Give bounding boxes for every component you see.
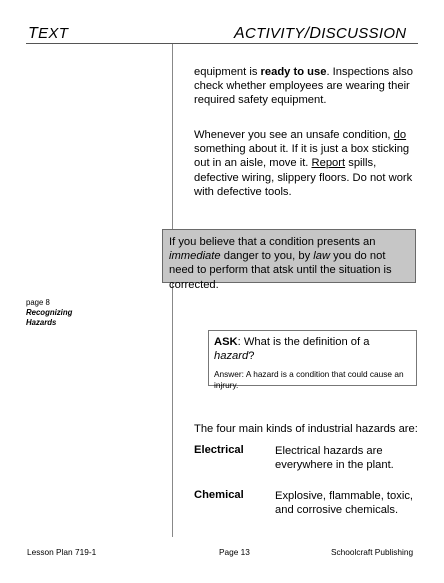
sidebar-page-reference bbox=[26, 298, 72, 327]
footer-page-number: Page 13 bbox=[219, 547, 250, 557]
sidebar-topic-line1: Recognizing bbox=[26, 307, 73, 317]
hazard-definition: Electrical hazards are everywhere in the plant. bbox=[275, 445, 394, 471]
paragraph-unsafe-condition: Whenever you see an unsafe condition, do something about it. If it is just a box sticking out in an aisle, move it. Report spills, defective wiring, slippery floors. Do not work with defective tools. bbox=[194, 129, 413, 198]
sidebar-topic-line2: Hazards bbox=[26, 317, 57, 327]
ask-box bbox=[208, 330, 417, 390]
hazard-kinds-intro: The four main kinds of industrial hazards are: bbox=[194, 423, 418, 435]
immediate-danger-callout: If you believe that a condition presents an immediate danger to you, by law you do not need to perform that atsk until the situation is corrected. bbox=[162, 229, 416, 283]
footer-publisher: Schoolcraft Publishing bbox=[331, 547, 414, 557]
ask-answer: Answer: A hazard is a condition that could cause an injrury. bbox=[214, 369, 404, 390]
footer-lesson-plan: Lesson Plan 719-1 bbox=[27, 547, 97, 557]
header-rule bbox=[26, 43, 418, 44]
ask-question: ASK: What is the definition of a hazard? bbox=[214, 336, 370, 362]
sidebar-page-number: page 8 bbox=[26, 298, 50, 307]
hazard-definition: Explosive, flammable, toxic, and corrosive chemicals. bbox=[275, 490, 414, 516]
hazard-term: Electrical bbox=[194, 444, 244, 456]
hazard-term: Chemical bbox=[194, 489, 244, 501]
header-activity-discussion-label: ACTIVITY/DISCUSSION bbox=[234, 25, 407, 42]
header-text-label: TEXT bbox=[28, 25, 69, 42]
paragraph-inspections: equipment is ready to use. Inspections also check whether employees are wearing their required safety equipment. bbox=[194, 66, 413, 107]
